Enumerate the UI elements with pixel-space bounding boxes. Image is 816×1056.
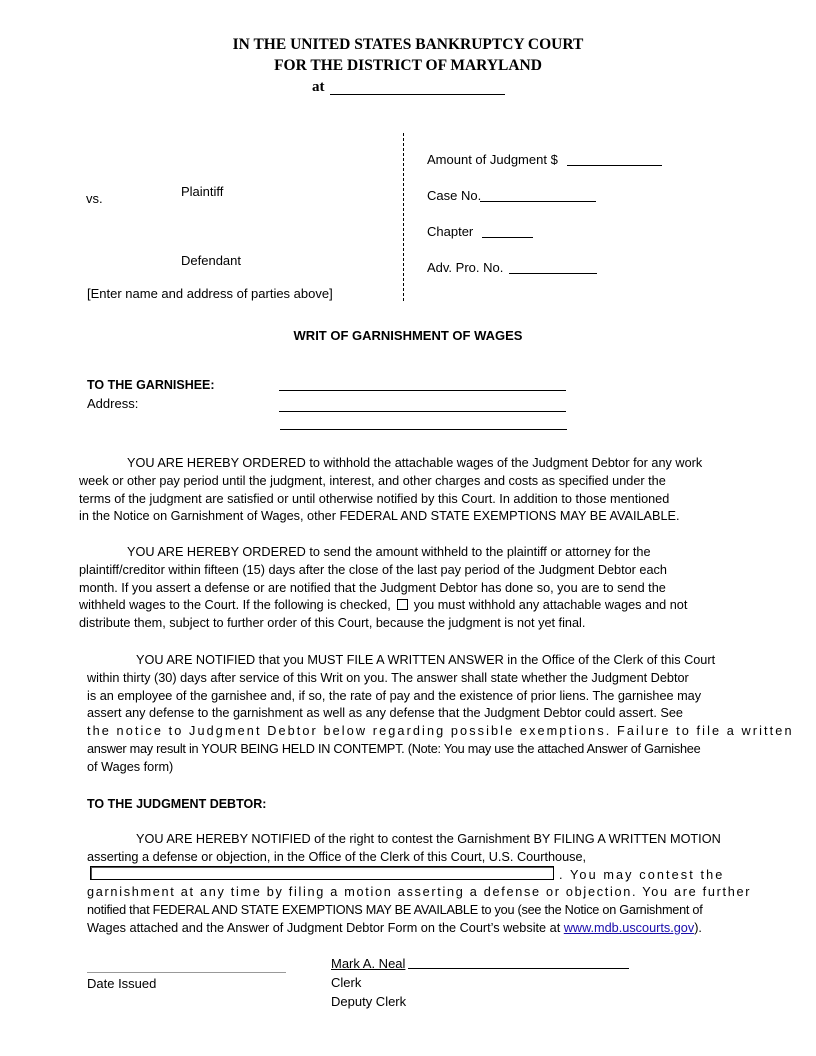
clerk-signature-line[interactable]	[408, 968, 629, 969]
garnishee-address-field-1[interactable]	[279, 411, 566, 412]
text-line: asserting a defense or objection, in the Office of the Clerk of this Court, U.S. Courthouse,	[87, 849, 587, 864]
location-line[interactable]	[330, 94, 505, 95]
text-line: notified that FEDERAL AND STATE EXEMPTIONS MAY BE AVAILABLE to you (see the Notice on Garnishment of	[87, 903, 703, 918]
caption-divider	[403, 133, 404, 301]
address-label: Address:	[87, 396, 139, 411]
text-line: in the Notice on Garnishment of Wages, other FEDERAL AND STATE EXEMPTIONS MAY BE AVAILABLE.	[79, 509, 680, 524]
court-website-link[interactable]: www.mdb.uscourts.gov	[563, 920, 695, 935]
text-line: distribute them, subject to further order of this Court, because the judgment is not yet final.	[79, 616, 586, 631]
amount-label: Amount of Judgment $	[427, 152, 558, 167]
text-line: is an employee of the garnishee and, if so, the rate of pay and the existence of prior liens. The garnishee may	[87, 688, 702, 703]
text-line: the notice to Judgment Debtor below regarding possible exemptions. Failure to file a written	[87, 724, 794, 739]
writ-title: WRIT OF GARNISHMENT OF WAGES	[293, 328, 523, 343]
text-line: YOU ARE HEREBY ORDERED to send the amount withheld to the plaintiff or attorney for the	[127, 545, 651, 559]
court-title: IN THE UNITED STATES BANKRUPTCY COURT	[232, 36, 584, 53]
case-field[interactable]	[480, 201, 596, 202]
date-issued-line[interactable]	[87, 972, 286, 973]
garnishee-label: TO THE GARNISHEE:	[87, 378, 215, 392]
adv-label: Adv. Pro. No.	[427, 260, 504, 275]
chapter-field[interactable]	[482, 237, 533, 238]
text-line: terms of the judgment are satisfied or until otherwise notified by this Court. In addition to those mentioned	[79, 491, 670, 506]
text-line	[79, 597, 687, 615]
vs-label: vs.	[86, 191, 103, 206]
at-label: at	[312, 79, 325, 95]
parties-note: [Enter name and address of parties above]	[87, 286, 333, 301]
debtor-notice-paragraph	[87, 831, 751, 938]
text-line: plaintiff/creditor within fifteen (15) days after the close of the last pay period of the Judgment Debtor each	[79, 562, 667, 577]
notified-answer-paragraph	[87, 652, 794, 777]
deputy-clerk-label: Deputy Clerk	[331, 994, 407, 1009]
text-line: YOU ARE HEREBY NOTIFIED of the right to contest the Garnishment BY FILING A WRITTEN MOTION	[136, 832, 721, 846]
text-line: month. If you assert a defense or are notified that the Judgment Debtor has done so, you are to send the	[79, 580, 666, 595]
text-line: YOU ARE HEREBY ORDERED to withhold the attachable wages of the Judgment Debtor for any work	[127, 456, 703, 470]
case-label: Case No.	[427, 188, 482, 203]
text-segment: Wages attached and the Answer of Judgment Debtor Form on the Court’s website at	[87, 920, 561, 935]
text-line: week or other pay period until the judgment, interest, and other charges and costs as specified under the	[79, 473, 666, 488]
text-line: . You may contest the	[559, 867, 725, 882]
defendant-label: Defendant	[181, 253, 241, 268]
text-line	[87, 920, 751, 938]
text-line: garnishment at any time by filing a motion asserting a defense or objection. You are further	[87, 885, 752, 900]
not-final-checkbox[interactable]	[397, 599, 408, 610]
text-segment: ).	[694, 920, 702, 935]
district-title: FOR THE DISTRICT OF MARYLAND	[274, 57, 542, 74]
plaintiff-label: Plaintiff	[181, 184, 224, 199]
judgment-debtor-label: TO THE JUDGMENT DEBTOR:	[87, 797, 267, 811]
text-segment: you must withhold any attachable wages and not	[413, 598, 688, 613]
text-line: assert any defense to the garnishment as well as any defense that the Judgment Debtor could assert. See	[87, 706, 683, 721]
courthouse-address-input[interactable]	[90, 866, 554, 880]
text-line: within thirty (30) days after service of this Writ on you. The answer shall state whether the Judgment Debtor	[87, 670, 689, 685]
chapter-label: Chapter	[427, 224, 474, 239]
order-send-paragraph	[79, 544, 687, 633]
amount-field[interactable]	[567, 165, 662, 166]
text-line: of Wages form)	[87, 759, 174, 774]
garnishee-address-field-2[interactable]	[280, 429, 567, 430]
text-segment: withheld wages to the Court. If the following is checked,	[79, 598, 391, 613]
garnishee-name-field[interactable]	[279, 390, 566, 391]
text-line: answer may result in YOUR BEING HELD IN CONTEMPT. (Note: You may use the attached Answer of Garnishee	[87, 741, 701, 756]
order-withhold-paragraph	[79, 455, 702, 526]
text-line: YOU ARE NOTIFIED that you MUST FILE A WRITTEN ANSWER in the Office of the Clerk of this Court	[136, 653, 716, 667]
date-issued-label: Date Issued	[87, 976, 157, 991]
clerk-label: Clerk	[331, 975, 362, 990]
clerk-name: Mark A. Neal	[331, 956, 406, 971]
adv-field[interactable]	[509, 273, 597, 274]
